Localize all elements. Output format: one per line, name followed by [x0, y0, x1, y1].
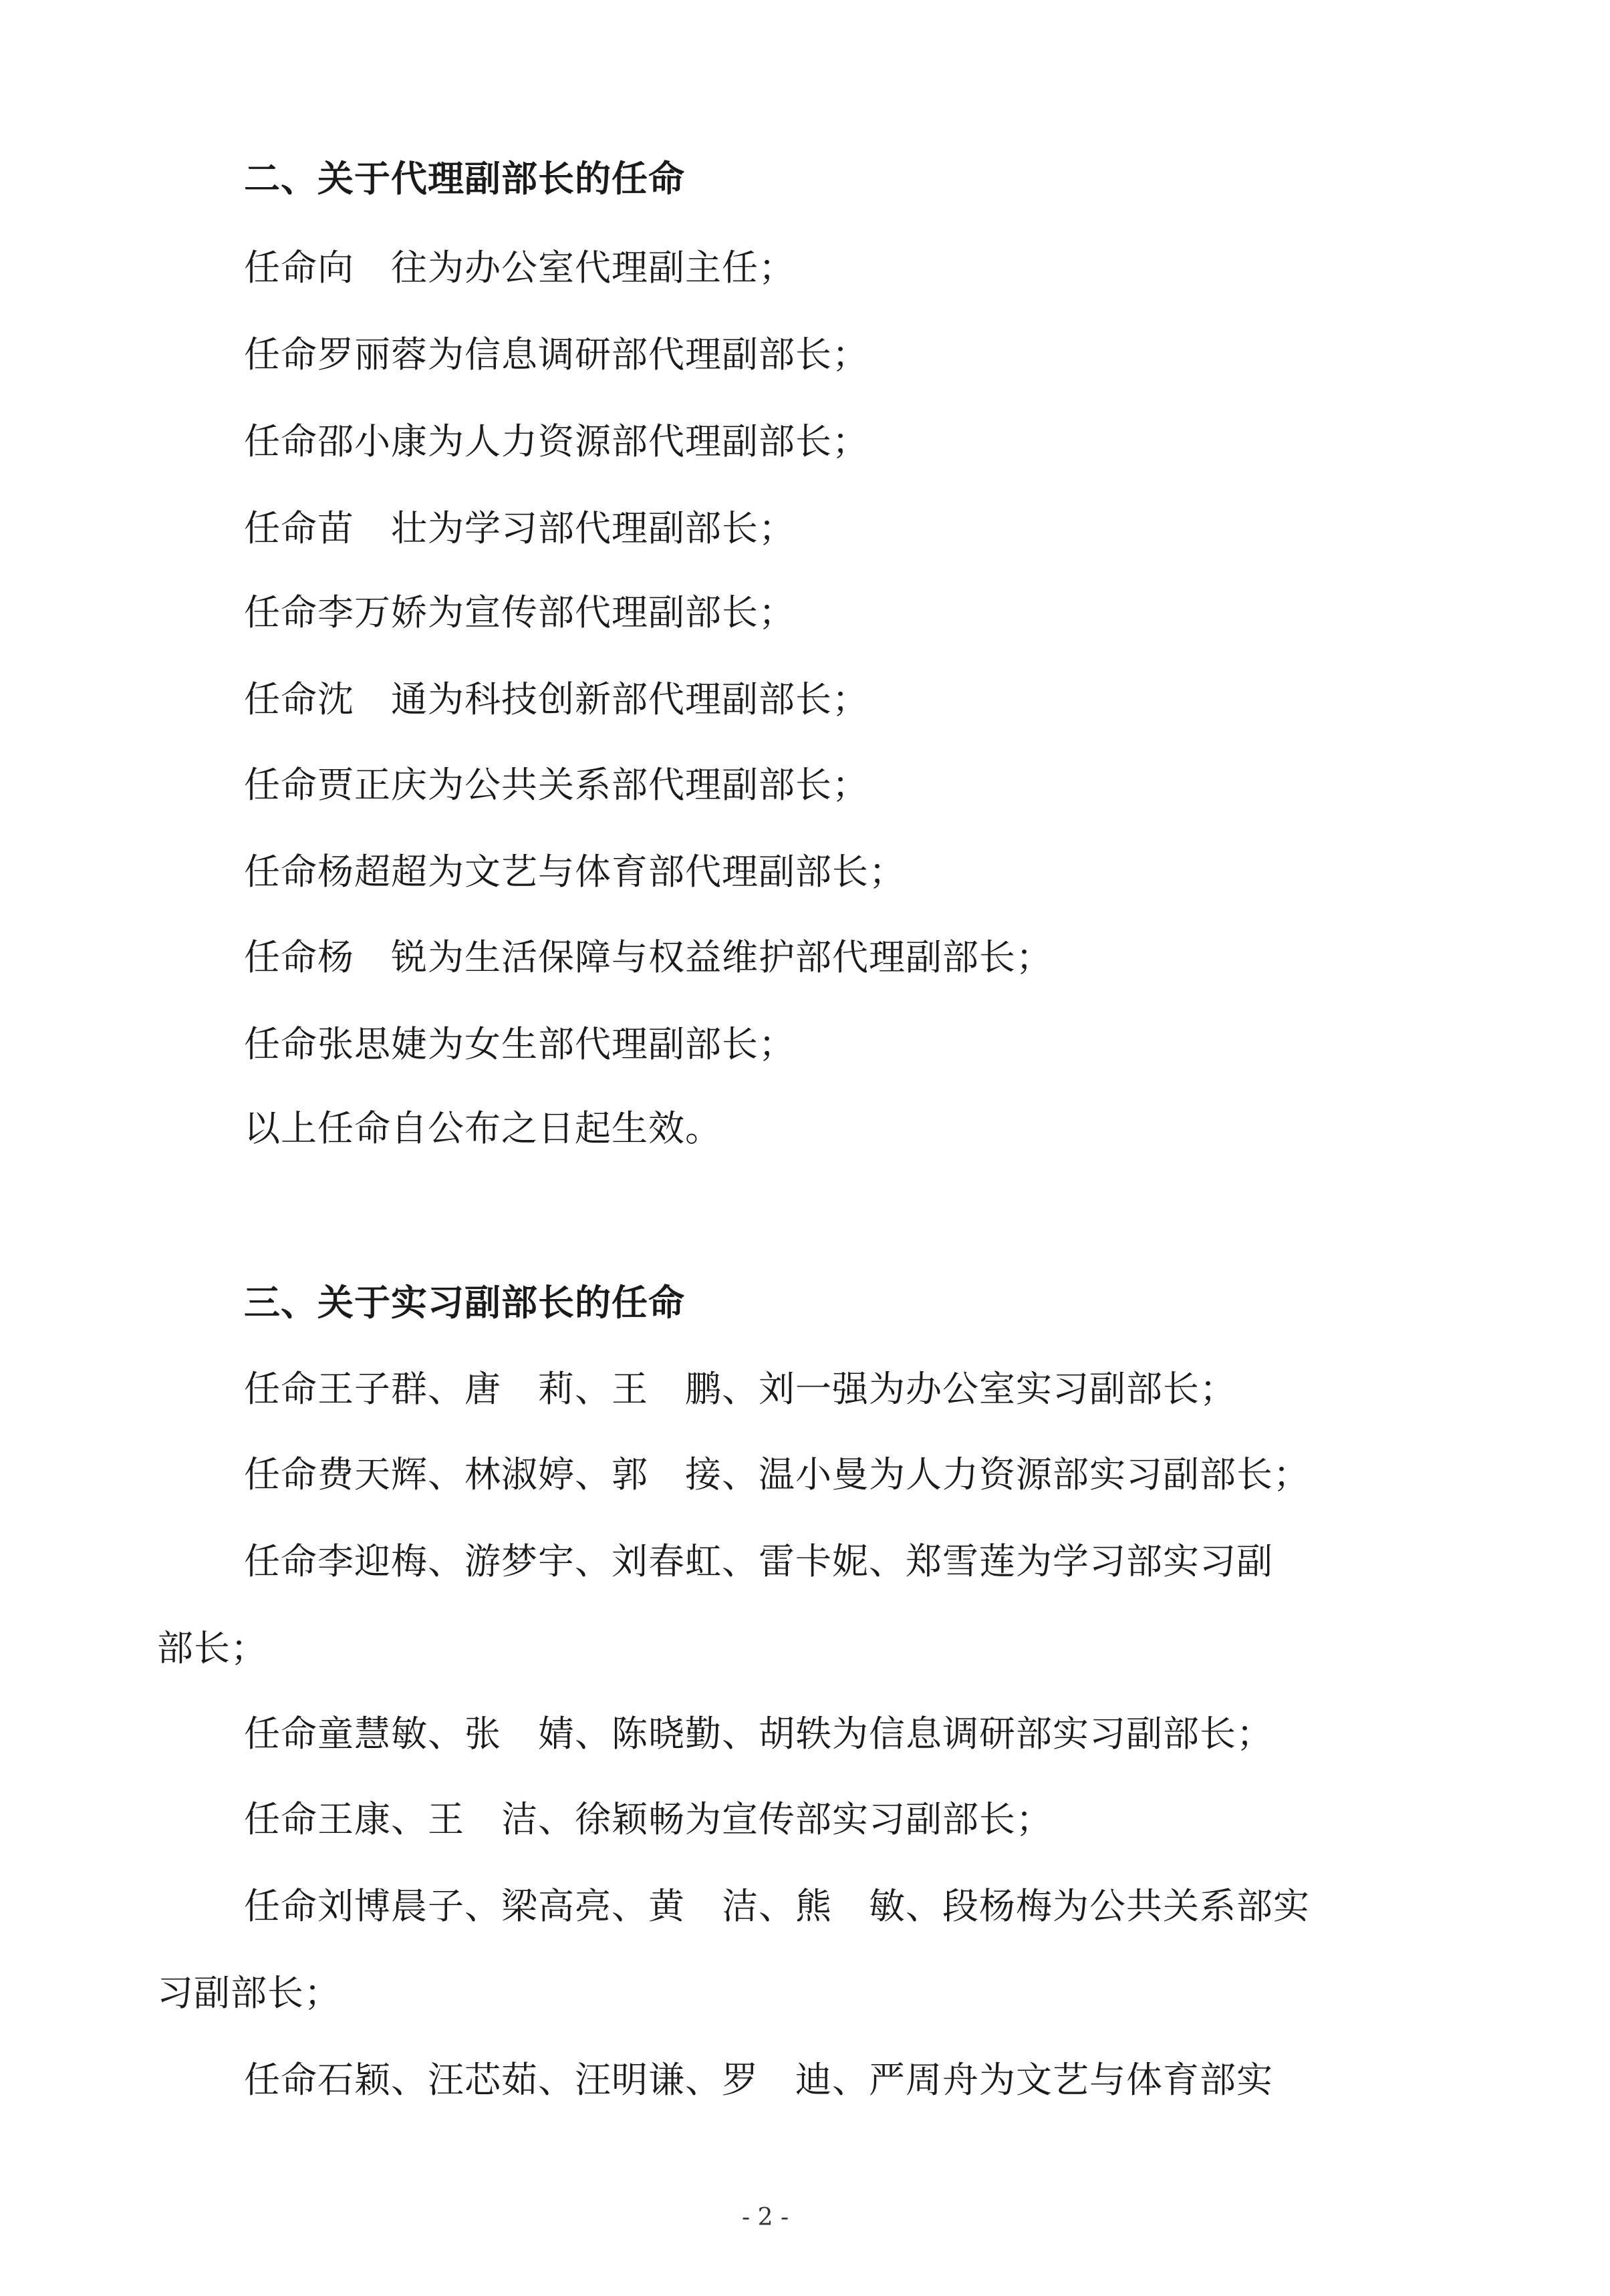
appointment-line: 任命苗 壮为学习部代理副部长； [244, 507, 795, 549]
appointment-line: 任命贾正庆为公共关系部代理副部长； [244, 764, 869, 806]
appointment-line: 任命童慧敏、张 婧、陈晓勤、胡轶为信息调研部实习副部长； [244, 1713, 1273, 1755]
page-number: - 2 - [742, 2204, 789, 2231]
appointment-line: 任命沈 通为科技创新部代理副部长； [244, 678, 869, 720]
section-3-heading: 三、关于实习副部长的任命 [244, 1281, 685, 1324]
appointment-line-continued: 部长； [157, 1627, 267, 1669]
appointment-line: 任命张思婕为女生部代理副部长； [244, 1023, 795, 1065]
appointment-line: 任命费天辉、林淑婷、郭 接、温小曼为人力资源部实习副部长； [244, 1453, 1310, 1495]
appointment-line: 任命杨超超为文艺与体育部代理副部长； [244, 851, 906, 893]
appointment-line: 任命向 往为办公室代理副主任； [244, 247, 795, 289]
appointment-line: 任命李万娇为宣传部代理副部长； [244, 591, 795, 633]
section-2-heading: 二、关于代理副部长的任命 [244, 157, 685, 200]
appointment-line: 任命王康、王 洁、徐颖畅为宣传部实习副部长； [244, 1798, 1053, 1840]
appointment-line: 任命邵小康为人力资源部代理副部长； [244, 420, 869, 462]
appointment-line-continued: 习副部长； [157, 1972, 341, 2014]
appointment-line: 任命王子群、唐 莉、王 鹏、刘一强为办公室实习副部长； [244, 1368, 1236, 1410]
effective-statement: 以上任命自公布之日起生效。 [244, 1107, 722, 1149]
appointment-line: 任命石颖、汪芯茹、汪明谦、罗 迪、严周舟为文艺与体育部实 [244, 2059, 1273, 2101]
appointment-line: 任命罗丽蓉为信息调研部代理副部长； [244, 333, 869, 376]
appointment-line: 任命刘博晨子、梁高亮、黄 洁、熊 敏、段杨梅为公共关系部实 [244, 1885, 1310, 1927]
appointment-line: 任命李迎梅、游梦宇、刘春虹、雷卡妮、郑雪莲为学习部实习副 [244, 1540, 1273, 1582]
appointment-line: 任命杨 锐为生活保障与权益维护部代理副部长； [244, 936, 1053, 978]
